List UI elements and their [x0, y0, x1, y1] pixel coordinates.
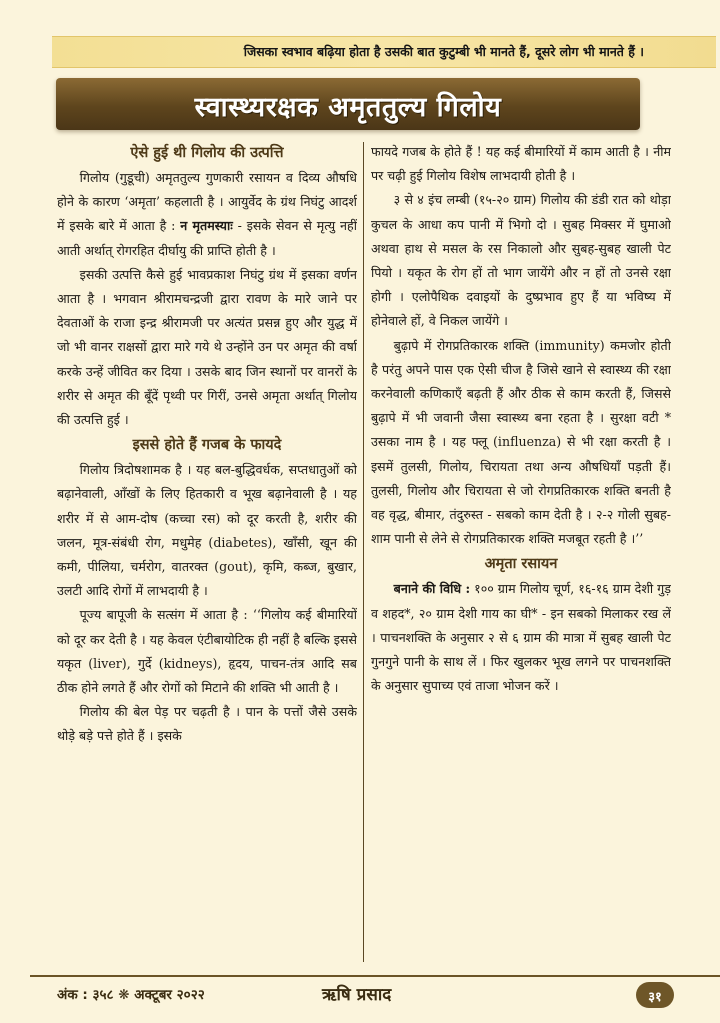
page-number: ३१: [648, 990, 662, 1005]
paragraph-intro-text: गिलोय (गुडूची) अमृततुल्य गुणकारी रसायन व दिव्य औषधि होने के कारण ‘अमृता’ कहलाती है । आयुर्वेद के ग्रंथ निघंटु आदर्श में इसके बारे में आता है :: [57, 170, 357, 234]
paragraph-vine: गिलोय की बेल पेड़ पर चढ़ती है । पान के पत्तों जैसे उसके थोड़े बड़े पत्ते होते हैं । इसके: [57, 704, 357, 744]
column-divider: [363, 142, 364, 962]
left-column: [57, 140, 357, 970]
paragraph-continued: फायदे गजब के होते हैं ! यह कई बीमारियों में काम आती है । नीम पर चढ़ी हुई गिलोय विशेष लाभदायी होती है ।: [371, 144, 671, 184]
issue-info: अंक : ३५८ ❋ अक्टूबर २०२२: [57, 987, 205, 1003]
banner-quote: जिसका स्वभाव बढ़िया होता है उसकी बात कुटुम्बी भी मानते हैं, दूसरे लोग भी मानते हैं ।: [243, 44, 644, 59]
paragraph-usage: ३ से ४ इंच लम्बी (१५-२० ग्राम) गिलोय की डंडी रात को थोड़ा कुचल के आधा कप पानी में भिगो दो । सुबह मिक्सर में घुमाओ अथवा हाथ से मसल के रस निकालो और सुबह-सुबह खाली पेट पियो । यकृत के रोग हों तो भाग जायेंगे और न हों तो उनसे रक्षा होगी । एलोपैथिक दवाइयों के दुष्प्रभाव हुए हैं या भविष्य में होनेवाले हों, वे निकल जायेंगे ।: [371, 192, 671, 329]
recipe-text: १०० ग्राम गिलोय चूर्ण, १६-१६ ग्राम देशी गुड़ व शहद*, २० ग्राम देशी गाय का घी* - इन सबको मिलाकर रख लें । पाचनशक्ति के अनुसार २ से ६ ग्राम की मात्रा में सुबह खाली पेट गुनगुने पानी के साथ लें । फिर खुलकर भूख लगने पर पाचनशक्ति के अनुसार सुपाच्य एवं ताजा भोजन करें ।: [371, 581, 671, 694]
paragraph-intro: [57, 166, 357, 263]
article-title: स्वास्थ्यरक्षक अमृततुल्य गिलोय: [194, 92, 502, 123]
paragraph-satsang-quote: पूज्य बापूजी के सत्संग में आता है : ‘‘गिलोय कई बीमारियों को दूर कर देती है । यह केवल एंटीबायोटिक ही नहीं है बल्कि इससे यकृत (liver), गुर्दे (kidneys), हृदय, पाचन-तंत्र आदि सब ठीक होने लगते हैं और रोगों को मिटाने की शक्ति भी आती है ।: [57, 607, 357, 696]
paragraph-benefits: गिलोय त्रिदोषशामक है । यह बल-बुद्धिवर्धक, सप्तधातुओं को बढ़ानेवाली, आँखों के लिए हितकारी व भूख बढ़ानेवाली है । यह शरीर में से आम-दोष (कच्चा रस) को दूर करती है, शरीर की जलन, मूत्र-संबंधी रोग, मधुमेह (diabetes), खाँसी, खून की कमी, पीलिया, चर्मरोग, वातरक्त (gout), कृमि, कब्ज, बुखार, उलटी आदि रोगों में लाभदायी है ।: [57, 462, 357, 599]
paragraph-intro-rest: - इसके सेवन से मृत्यु नहीं आती अर्थात् रोगरहित दीर्घायु की प्राप्ति होती है ।: [57, 218, 357, 258]
paragraph-recipe: [371, 577, 671, 698]
quote-banner: [52, 36, 716, 68]
recipe-label: बनाने की विधि :: [393, 581, 471, 597]
right-column: [371, 140, 671, 970]
paragraph-immunity: बुढ़ापे में रोगप्रतिकारक शक्ति (immunity) कमजोर होती है परंतु अपने पास एक ऐसी चीज है जिसे खाने से स्वास्थ्य की रक्षा करनेवाली कणिकाएँ बढ़ती हैं और ठीक से काम करती हैं, जिससे बुढ़ापे में भी जवानी जैसा स्वास्थ्य बना रहता है । सुरक्षा वटी * उसका नाम है । यह फ्लू (influenza) से भी रक्षा करती है । इसमें तुलसी, गिलोय, चिरायता तथा अन्य औषधियाँ पड़ती हैं। तुलसी, गिलोय और चिरायता से जो रोगप्रतिकारक शक्ति बनती है वह वृद्ध, बीमार, तंदुरुस्त - सबको काम देती है । २-२ गोली सुबह-शाम पानी से लेने से रोगप्रतिकारक शक्ति मजबूत रहती है ।’’: [371, 337, 671, 547]
magazine-name: ऋषि प्रसाद: [322, 985, 392, 1005]
section-heading-rasayan: अमृता रसायन: [484, 555, 558, 573]
page-number-badge: [636, 982, 674, 1008]
article-title-band: [56, 78, 640, 130]
section-heading-benefits: इससे होते हैं गजब के फायदे: [132, 436, 282, 454]
paragraph-origin-story: इसकी उत्पत्ति कैसे हुई भावप्रकाश निघंटु ग्रंथ में इसका वर्णन आता है । भगवान श्रीरामचन्द्रजी द्वारा रावण के मारे जाने पर देवताओं के राजा इन्द्र श्रीरामजी पर अत्यंत प्रसन्न हुए और युद्ध में जो भी वानर राक्षसों द्वारा मारे गये थे उन्होंने उन पर अमृत की वर्षा करके उन्हें जीवित कर दिया । उसके बाद जिन स्थानों पर वानरों के शरीर से अमृत की बूँदें पृथ्वी पर गिरीं, उनसे अमृता अर्थात् गिलोय की उत्पत्ति हुई ।: [57, 266, 357, 428]
footer-rule: [30, 975, 720, 977]
sanskrit-phrase: न मृतमस्याः: [180, 218, 233, 234]
section-heading-origin: ऐसे हुई थी गिलोय की उत्पत्ति: [130, 144, 284, 161]
